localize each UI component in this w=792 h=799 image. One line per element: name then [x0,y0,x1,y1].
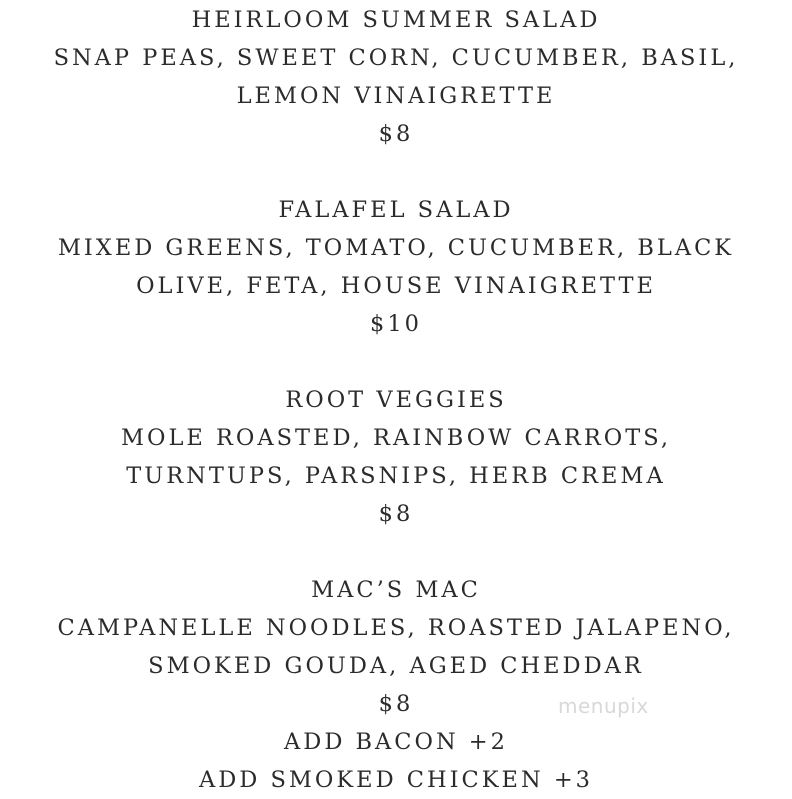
item-add-on: ADD SMOKED CHICKEN +3 [199,767,593,793]
item-description-line: TURNTUPS, PARSNIPS, HERB CREMA [126,463,666,489]
item-name: MAC’S MAC [311,577,481,603]
item-price: $8 [378,501,414,527]
item-description-line: SMOKED GOUDA, AGED CHEDDAR [148,653,644,679]
item-price: $8 [378,121,414,147]
item-description-line: MIXED GREENS, TOMATO, CUCUMBER, BLACK [57,235,735,261]
menu-item-heirloom-summer-salad [0,1,792,153]
item-description-line: LEMON VINAIGRETTE [236,83,556,109]
menu-item-falafel-salad [0,191,792,343]
menu-item-macs-mac [0,571,792,799]
item-price: $8 [378,691,414,717]
item-description-line: CAMPANELLE NOODLES, ROASTED JALAPENO, [57,615,735,641]
item-description-line: OLIVE, FETA, HOUSE VINAIGRETTE [136,273,656,299]
item-add-on: ADD BACON +2 [284,729,508,755]
item-price: $10 [370,311,422,337]
menu-item-root-veggies [0,381,792,533]
item-name: HEIRLOOM SUMMER SALAD [191,7,601,33]
item-name: ROOT VEGGIES [285,387,507,413]
item-description-line: SNAP PEAS, SWEET CORN, CUCUMBER, BASIL, [53,45,739,71]
item-name: FALAFEL SALAD [278,197,514,223]
item-description-line: MOLE ROASTED, RAINBOW CARROTS, [120,425,672,451]
watermark-logo: menupix [558,694,649,718]
